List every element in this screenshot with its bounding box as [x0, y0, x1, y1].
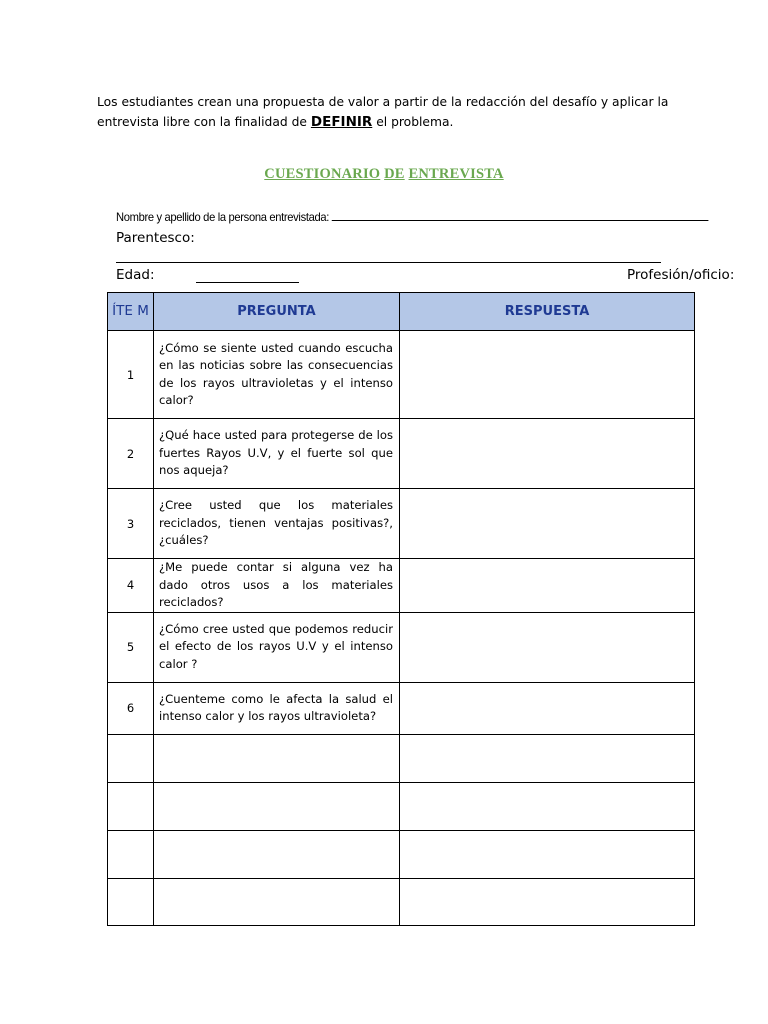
- row-number: 2: [108, 419, 154, 489]
- row-question[interactable]: [154, 782, 400, 830]
- row-answer-cell[interactable]: [400, 782, 695, 830]
- row-question: ¿Cuenteme como le afecta la salud el intenso calor y los rayos ultravioleta?: [154, 682, 400, 734]
- row-answer-cell[interactable]: [400, 734, 695, 782]
- intro-line-1: Los estudiantes crean una propuesta de valor a partir de la redacción del desafío y aplicar la: [97, 95, 669, 109]
- row-question[interactable]: [154, 734, 400, 782]
- page-title: [0, 166, 768, 183]
- row-question[interactable]: [154, 878, 400, 925]
- row-question: ¿Me puede contar si alguna vez ha dado otros usos a los materiales reciclados?: [154, 559, 400, 613]
- row-answer-cell[interactable]: [400, 331, 695, 419]
- title-word-1: CUESTIONARIO: [264, 166, 381, 182]
- table-row: [108, 878, 695, 925]
- intro-paragraph: [97, 92, 677, 132]
- row-number[interactable]: [108, 782, 154, 830]
- table-row: [108, 682, 695, 734]
- parentesco-label: Parentesco:: [116, 230, 195, 246]
- table-header-row: [108, 293, 695, 331]
- table-row: [108, 612, 695, 682]
- questionnaire-table: [107, 292, 695, 926]
- name-blank-line[interactable]: [332, 210, 709, 221]
- edad-blank-line[interactable]: [196, 282, 299, 283]
- row-number[interactable]: [108, 878, 154, 925]
- intro-line-2-start: entrevista libre con la finalidad de: [97, 115, 311, 129]
- intro-emphasis: DEFINIR: [310, 114, 373, 130]
- row-number: 1: [108, 331, 154, 419]
- table-row: [108, 830, 695, 878]
- name-label: Nombre y apellido de la persona entrevistada:: [116, 210, 330, 224]
- intro-line-2-end: el problema.: [372, 115, 454, 129]
- table-row: [108, 331, 695, 419]
- name-field: [116, 210, 708, 224]
- profesion-label: Profesión/oficio:: [627, 267, 735, 283]
- row-question: ¿Qué hace usted para protegerse de los fuertes Rayos U.V, y el fuerte sol que nos aqueja?: [154, 419, 400, 489]
- row-number: 6: [108, 682, 154, 734]
- edad-label: Edad:: [116, 267, 155, 283]
- row-answer-cell[interactable]: [400, 682, 695, 734]
- row-number: 3: [108, 489, 154, 559]
- intro-line-2: [97, 112, 677, 132]
- row-answer-cell[interactable]: [400, 612, 695, 682]
- row-question: ¿Cómo cree usted que podemos reducir el efecto de los rayos U.V y el intenso calor ?: [154, 612, 400, 682]
- row-question: ¿Cómo se siente usted cuando escucha en las noticias sobre las consecuencias de los rayos ultravioletas y el intenso calor?: [154, 331, 400, 419]
- row-answer-cell[interactable]: [400, 489, 695, 559]
- table-row: [108, 782, 695, 830]
- table-row: [108, 419, 695, 489]
- row-answer-cell[interactable]: [400, 878, 695, 925]
- row-number: 5: [108, 612, 154, 682]
- table-row: [108, 734, 695, 782]
- header-item: ÍTE M: [108, 293, 154, 331]
- table-row: [108, 559, 695, 613]
- row-number[interactable]: [108, 830, 154, 878]
- header-respuesta: RESPUESTA: [400, 293, 695, 331]
- row-answer-cell[interactable]: [400, 419, 695, 489]
- row-answer-cell[interactable]: [400, 830, 695, 878]
- parentesco-blank-line[interactable]: [116, 262, 661, 263]
- row-number[interactable]: [108, 734, 154, 782]
- header-pregunta: PREGUNTA: [154, 293, 400, 331]
- row-number: 4: [108, 559, 154, 613]
- row-answer-cell[interactable]: [400, 559, 695, 613]
- title-word-2: DE: [384, 166, 405, 182]
- row-question[interactable]: [154, 830, 400, 878]
- row-question: ¿Cree usted que los materiales reciclados, tienen ventajas positivas?, ¿cuáles?: [154, 489, 400, 559]
- table-row: [108, 489, 695, 559]
- title-word-3: ENTREVISTA: [408, 166, 504, 182]
